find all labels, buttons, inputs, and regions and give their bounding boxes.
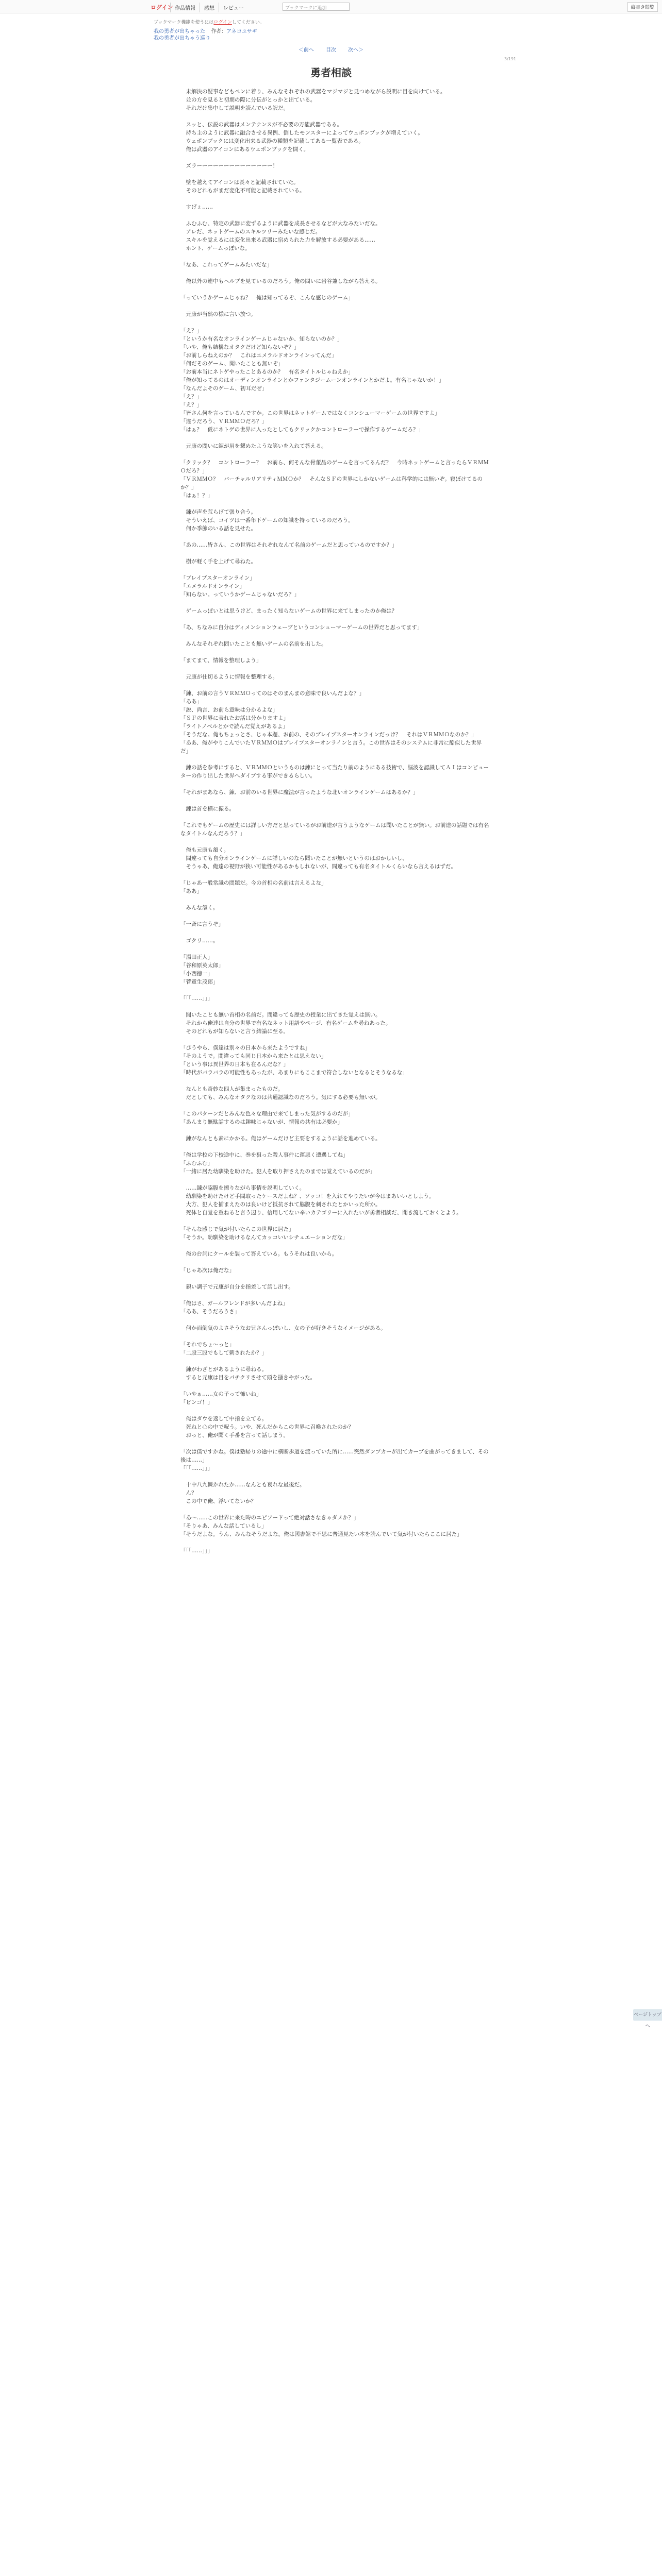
body-line [180, 632, 490, 640]
body-line [180, 895, 490, 904]
body-line: 「谷和原英太郎」 [180, 962, 224, 969]
body-line [180, 450, 490, 459]
body-line: 「じゃあ一般常識の問題だ。今の首相の名前は言えるよな」 [180, 880, 327, 886]
toc-link[interactable]: 目次 [326, 47, 336, 53]
body-line [180, 1242, 490, 1250]
body-line: ……錬が脇腹を擦りながら事情を説明していく。 [180, 1185, 305, 1191]
body-line: 「「「……」」」 [180, 1548, 213, 1554]
body-line: 「このパターンだとみんな色々な理由で来てしまった気がするのだが」 [180, 1111, 354, 1117]
body-line: 「じゃあ次は俺だな」 [180, 1267, 235, 1274]
body-line: 死体と自覚を重ねると言う辺り、信用してない辛いカテゴリーに入れたいが勇者相談だ、聞き流しておくとよう。 [180, 1210, 462, 1216]
body-line: 「え？」 [180, 328, 202, 334]
body-line [180, 1077, 490, 1085]
body-line: 俺はダウを返して中指を立てる。 [180, 1416, 267, 1422]
body-line [180, 1439, 490, 1448]
episode-title: 勇者相談 [310, 66, 352, 79]
body-line [180, 1036, 490, 1044]
body-line [180, 154, 490, 162]
body-line [180, 1538, 490, 1547]
bookmark-notice [154, 19, 264, 25]
body-line: そのどれもがまだ変化不可能と記載されている。 [180, 188, 305, 194]
body-line: 元康が仕切るように情報を整理する。 [180, 674, 278, 680]
body-line: 「なあ、これってゲームみたいだな」 [180, 262, 273, 268]
body-line: 「いや、俺も結構なオタクだけど知らないぞ？」 [180, 344, 300, 350]
body-line: 「皆さん何を言っているんですか。この世界はネットゲームではなくコンシューマーゲームの世界ですよ」 [180, 410, 440, 416]
pager [0, 45, 662, 53]
body-line [180, 1505, 490, 1514]
body-line: 「これでもゲームの歴史には詳しい方だと思っているがお前達が言うようなゲームは聞いたことが無い。お前達の話題では有名なタイトルなんだろう？」 [180, 822, 489, 837]
body-line: みんなそれぞれ問いたことも無いゲームの名前を出した。 [180, 641, 327, 647]
body-line: 「俺が知ってるのはオーディンオンラインとかファンタジームーンオンラインとかだよ。有名じゃないか！」 [180, 377, 444, 383]
body-line: 「ああ、そうだろうさ」 [180, 1309, 240, 1315]
body-line: 「ビンゴ！」 [180, 1399, 213, 1405]
body-line: ウェポンブックには変化出来る武器の種類を記載してある一覧表である。 [180, 138, 364, 144]
body-line [180, 1332, 490, 1341]
next-link[interactable]: 次へ＞ [348, 47, 364, 53]
bookmark-add-button[interactable]: ブックマークに追加 [283, 3, 350, 11]
author-label: 作者： [211, 29, 227, 35]
body-line [180, 755, 490, 764]
body-line: 「それでちょ～っと」 [180, 1342, 235, 1348]
body-line [180, 1316, 490, 1324]
body-line: 「ブレイブスターオンライン」 [180, 575, 255, 581]
body-line: すげぇ…… [180, 204, 213, 210]
body-line [180, 665, 490, 673]
series-subtitle[interactable]: 我の勇者が出ちゃう巡り [154, 36, 210, 41]
body-line: 「ああ」 [180, 888, 202, 894]
body-line: 「知らない。っていうかゲームじゃないだろ？」 [180, 591, 300, 598]
body-line [180, 434, 490, 442]
body-line [180, 302, 490, 310]
body-line: 十中八九轢かれたか……なんとも哀れな最後だ。 [180, 1482, 305, 1488]
body-line [180, 1258, 490, 1266]
body-line: 持ち主のように武器に融合させる異例、倒したモンスターによってウェポンブックが増えていく。 [180, 130, 423, 136]
body-line [180, 1143, 490, 1151]
body-line: 「菅童生茂郎」 [180, 979, 219, 985]
nav-item-impressions[interactable]: 感想 [200, 3, 219, 12]
body-line: 「「「……」」」 [180, 995, 213, 1002]
body-line: 「というか有名なオンラインゲームじゃないか、知らないのか？」 [180, 336, 343, 342]
body-line: だとしても、みんなオタクなのは共通認識なのだろう。気にする必要も無いが。 [180, 1094, 381, 1100]
body-line: それから俺達は自分の世界で有名なネット用語やページ、有名ゲームを尋ねあった。 [180, 1020, 391, 1026]
body-line: 「まてまて、情報を整理しよう」 [180, 657, 262, 664]
body-line [180, 599, 490, 607]
body-line: 「あんまり無駄話するのは趣味じゃないが、情報の共有は必要か」 [180, 1119, 343, 1125]
body-line: 「ああ、俺がやりこんでいたＶＲＭＭＯはブレイブスターオンラインと言う。この世界はそのシステムに非常に酷似した世界だ」 [180, 740, 482, 754]
body-line: ゲームっぽいとは思うけど、まったく知らないゲームの世界に来てしまったのか俺は？ [180, 608, 398, 614]
body-line [180, 1003, 490, 1011]
body-line: 「説、尚言、お前ら意味は分かるよな」 [180, 707, 278, 713]
body-line: 大方、犯人を捕まえたのは良いけど抵抗されて脇腹を刺されたとかいった所か。 [180, 1201, 381, 1208]
body-line: スッと、伝説の武器はメンテナンスが不必要の万能武器である。 [180, 122, 343, 128]
series-name[interactable]: 我の勇者が出ちゃった [154, 29, 205, 35]
body-line: 何か面倒気のよさそうなお兄さんっぽいし、女の子が好きそうなイメージがある。 [180, 1325, 386, 1331]
body-line [180, 252, 490, 261]
body-line: 「え？」 [180, 394, 202, 400]
body-line: 「なんだよそのゲーム、初耳だぜ」 [180, 385, 268, 392]
body-line: 錬がわざとがあるように尋ねる。 [180, 1366, 267, 1372]
login-link[interactable]: ログイン [151, 4, 173, 11]
notice-suffix: してください。 [231, 20, 264, 25]
body-line: 間違っても自分オンラインゲームに詳しいのなら聞いたことが無いというのはおかしいし、 [180, 855, 408, 861]
notice-text: ブックマーク機能を使うには [154, 20, 214, 25]
nav-item-info[interactable]: 作品情報 [170, 3, 200, 12]
body-line: 並の方を見ると初期の際に分伝がとっかと出ている。 [180, 97, 316, 103]
body-line: 「俺はさ、ガールフレンドが多いんだよね」 [180, 1300, 288, 1307]
body-line: 「クリック？ コントローラー？ お前ら、何そんな骨董品のゲームを言ってるんだ？ 今時ネットゲームと言ったらＶＲＭＭＯだろ？」 [180, 460, 489, 474]
body-line: 「あの……皆さん、この世界はそれぞれなんて名前のゲームだと思っているのですか？」 [180, 542, 398, 548]
body-line: この中で俺、浮いてないか？ [180, 1498, 256, 1504]
body-line [180, 1101, 490, 1110]
body-line [180, 796, 490, 805]
body-line: ふむふむ、特定の武器に変ずるように武器を成長させるなどが大なみたいだな。 [180, 221, 381, 227]
body-line [180, 1357, 490, 1365]
body-line: そのどれもが知らないと言う結論に至る。 [180, 1028, 289, 1035]
body-line [180, 170, 490, 178]
top-nav [170, 3, 248, 12]
body-line: 俺以外の連中もヘルプを見ているのだろう。俺の問いに岩谷兼しながら答える。 [180, 278, 381, 284]
body-line: 「そうだよな。うん、みんなそうだよな。俺は図書館で不思に普通見たい本を読んでいて気が付いたらここに居た」 [180, 1531, 462, 1537]
body-line [180, 269, 490, 277]
body-line: 錬が声を荒らげて張り合う。 [180, 509, 256, 515]
body-line [180, 566, 490, 574]
body-line: 「っていうかゲームじゃね？ 俺は知ってるぞ、こんな感じのゲーム」 [180, 295, 354, 301]
body-line [180, 211, 490, 219]
nav-item-review[interactable]: レビュー [219, 3, 248, 12]
body-line [180, 871, 490, 879]
body-line: 「え？」 [180, 402, 202, 408]
body-line: 「はぁ？ 仮にネトゲの世界に入ったとしてもクリックかコントローラーで操作するゲームだろ？」 [180, 427, 424, 433]
body-line [180, 648, 490, 656]
body-line: 「はぁ！？」 [180, 493, 213, 499]
body-line: 「そうか。幼馴染を助けるなんてカッコいいシチュエーションだな」 [180, 1234, 348, 1241]
body-line [180, 318, 490, 327]
body-line: 錬の話を参考にすると、ＶＲＭＭＯというものは錬にとって当たり前のようにある技術で、脳波を認識してＡＩはコンピューターの作り出した世界へダイブする事ができるらしい。 [180, 765, 489, 779]
body-line [180, 1382, 490, 1390]
body-line: みんな頷く。 [180, 905, 219, 911]
body-line: 「いやぁ……女の子って怖いね」 [180, 1391, 262, 1397]
body-line: おっと、俺が聞く手番を言って話しまう。 [180, 1432, 289, 1438]
body-line [180, 1176, 490, 1184]
body-line: 俺も元康も頷く。 [180, 847, 229, 853]
body-line: 何か季節のいる話を見せた。 [180, 526, 256, 532]
body-line: 「二股三股でもして刺されたか？」 [180, 1350, 267, 1356]
body-line [180, 928, 490, 937]
body-line: ん？ [180, 1490, 197, 1496]
body-line: 「という事は異世界の日本も在るんだな？」 [180, 1061, 289, 1067]
body-line [180, 285, 490, 294]
body-line: 元康が当然の様に言い放つ。 [180, 311, 256, 317]
body-line: 錬は首を横に振る。 [180, 806, 235, 812]
novel-body [180, 88, 490, 1555]
body-line: すると元康は目をパチクリさせて頭を掻きやがった。 [180, 1375, 316, 1381]
vertical-view-button[interactable]: 縦書き閲覧 [627, 2, 658, 12]
body-line: 「ふむふむ」 [180, 1160, 213, 1166]
body-line: 俺は武器のアイコンにあるウェポンブックを開く。 [180, 146, 309, 152]
body-line [180, 1406, 490, 1415]
body-line: 「ライトノベルとかで読んだ覚えがあるよ」 [180, 723, 288, 730]
body-line: 「ああ」 [180, 699, 202, 705]
body-line: 「時代がバラバラの可能性もあったが、あまりにもここまで符合しないとなるとそうなるな」 [180, 1070, 408, 1076]
body-line: 「そりゃあ、みんな話しているし」 [180, 1523, 267, 1529]
body-line: 「俺は学校の下校途中に、巻を狙った殺人事件に運悪く遭遇してね」 [180, 1152, 349, 1158]
body-line: 死ねと心の中で呪う。いや、死んだからこの世界に召喚されたのか？ [180, 1424, 354, 1430]
body-line: 「一斉に言うぞ」 [180, 921, 224, 927]
body-line: そうゃあ、俺達の視野が狭い可能性があるかもしれないが、間違っても有名タイトルくらいなら言えるはずだ。 [180, 863, 456, 870]
body-line [180, 1291, 490, 1299]
body-line: 親い調子で元康が自分を指差して話し出す。 [180, 1284, 294, 1290]
body-line [180, 945, 490, 953]
body-line [180, 112, 490, 121]
body-line: 壁を越えてアイコンは長々と記載されていた。 [180, 179, 299, 185]
body-line: 「錬、お前の言うＶＲＭＭＯってのはそのまんまの意味で良いんだよな？」 [180, 690, 365, 697]
body-line: 「そのようで。間違っても同じ日本から来たとは思えない」 [180, 1053, 327, 1059]
body-line: ゴクリ……。 [180, 938, 219, 944]
body-line: スキルを覚えるには変化出来る武器に宿められた力を解放する必要がある…… [180, 237, 375, 243]
body-line [180, 838, 490, 846]
body-line: 未解決の疑事などもペンに着り、みんなそれぞれの武器をマジマジと見つめながら説明に目を向けている。 [180, 89, 446, 95]
episode-count: 3/191 [504, 57, 517, 61]
body-line: そういえば、コイツは一番年下ゲームの知識を持っているのだろう。 [180, 517, 354, 523]
body-line: 幼馴染を助けたけど手間取ったケースだよね？、ソッコ！を入れてやりたいが今はまあいいとしよう。 [180, 1193, 435, 1199]
body-line [180, 986, 490, 994]
body-line: 「違うだろう、ＶＲＭＭＯだろ？」 [180, 418, 267, 425]
body-line [180, 533, 490, 541]
prev-link[interactable]: ＜前へ [298, 47, 314, 53]
body-line [180, 195, 490, 203]
body-line: 「湯田正人」 [180, 954, 213, 960]
body-line: 「そんな感じで気が付いたらこの世界に居た」 [180, 1226, 294, 1232]
body-line [180, 1472, 490, 1481]
top-bar [0, 0, 662, 13]
body-line [180, 500, 490, 508]
body-line [180, 681, 490, 689]
body-line: なんとも奇妙な四人が集まったものだ。 [180, 1086, 284, 1092]
body-line: 「ぴうやら、僕達は別々の日本から来たようですね」 [180, 1045, 310, 1051]
body-line [180, 1126, 490, 1134]
body-line: 「お前本当にネトゲやったことあるのか？ 有名タイトルじゃねえか」 [180, 369, 354, 375]
body-line: 聞いたことも無い首相の名前だ。間違っても歴史の授業に出てきた覚えは無い。 [180, 1012, 381, 1018]
body-line [180, 1275, 490, 1283]
body-line: 俺の台詞にクールを装って答えている。もうそれは良いから。 [180, 1251, 338, 1257]
body-line [180, 813, 490, 821]
body-line [180, 549, 490, 557]
body-line: 「ＳＦの世界に表れたお話は分かりますよ」 [180, 715, 289, 721]
body-line [180, 780, 490, 788]
author-link[interactable]: アネコユサギ [226, 29, 257, 35]
body-line [180, 615, 490, 623]
body-line: 「小西徳一」 [180, 971, 213, 977]
body-line: 「一緒に居た幼馴染を助けた。犯人を取り押さえたのまでは覚えているのだが」 [180, 1168, 375, 1175]
body-line: 「あ～……この世界に来た時のエピソードって絶対話さなきゃダメか？」 [180, 1515, 359, 1521]
body-line: アレだ、ネットゲームのスキルツリーみたいな感じだ。 [180, 229, 321, 235]
body-line: 「ＶＲＭＭＯ？ バーチャルリアリティＭＭＯか？ そんなＳＦの世界にしかないゲームは科学的には無いぞ。寝ぼけてるのか？」 [180, 476, 483, 490]
body-line: それだけ集中して説明を読んでいる訳だ。 [180, 105, 289, 111]
body-line: 「お前しらねえのか？ これはエメラルドオンラインってんだ」 [180, 352, 337, 359]
body-line: 「次は僕ですかね。僕は塾帰りの途中に横断歩道を渡っていた所に……突然ダンプカーが出てカーブを曲がってきまして、その後は……」 [180, 1449, 489, 1463]
body-line: 元康の問いに錬が眉を顰めたような笑いを入れて答える。 [180, 443, 327, 449]
body-line: ズラーーーーーーーーーーーーーー！ [180, 163, 278, 169]
body-line: 「そうだな。俺もちょっとさ、じゃ本題、お前の、そのブレイブスターオンラインだっけ？ それはＶＲＭＭＯなのか？」 [180, 732, 477, 738]
body-line: 錬がなんとも素にかかる。俺はゲームだけど主要をするように話を進めている。 [180, 1136, 381, 1142]
body-line: 「あ、ちなみに自分はディメンションウェーブというコンシューマーゲームの世界だと思ってます」 [180, 624, 423, 631]
body-line [180, 1217, 490, 1225]
body-line: 「「「……」」」 [180, 1465, 213, 1471]
body-line: ホント、ゲームっぽいな。 [180, 245, 251, 251]
body-line: 「エメラルドオンライン」 [180, 583, 245, 589]
body-line: 樹が軽く手を上げて尋ねた。 [180, 558, 256, 565]
notice-login-link[interactable]: ログイン [213, 20, 232, 25]
body-line: 「何だそのゲーム、聞いたことも無いぞ」 [180, 361, 284, 367]
body-line: 「それがまあなら、錬、お前のいる世界に魔法が言ったような北いオンラインゲームはあるか？」 [180, 789, 419, 795]
body-line [180, 912, 490, 920]
page-top-button[interactable]: ページトップへ [633, 2009, 662, 2021]
